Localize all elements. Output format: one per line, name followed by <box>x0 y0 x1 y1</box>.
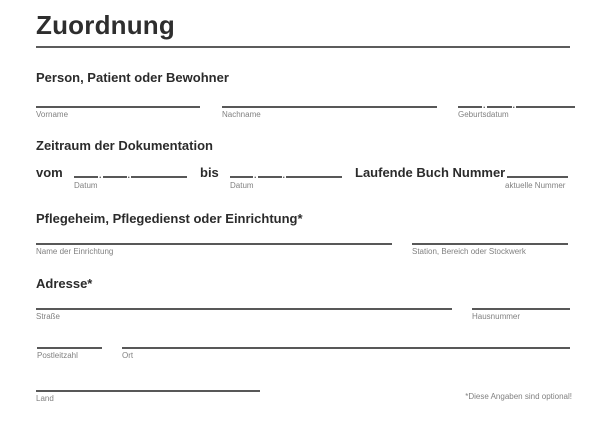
date-separator-dot: . <box>282 170 286 180</box>
nachname-label: Nachname <box>222 110 261 119</box>
optional-footnote: *Diese Angaben sind optional! <box>465 392 572 401</box>
bis-month-segment[interactable] <box>258 164 282 178</box>
section-heading-adresse: Adresse* <box>36 276 93 291</box>
section-heading-person: Person, Patient oder Bewohner <box>36 70 229 85</box>
section-heading-zeitraum: Zeitraum der Dokumentation <box>36 138 213 153</box>
geburtsdatum-day-segment[interactable] <box>458 94 482 108</box>
nachname-field-line[interactable] <box>222 106 437 108</box>
vom-day-segment[interactable] <box>74 164 98 178</box>
strasse-label: Straße <box>36 312 61 321</box>
hausnummer-label: Hausnummer <box>472 312 521 321</box>
postleitzahl-field-line[interactable] <box>37 347 102 349</box>
date-separator-dot: . <box>254 170 257 180</box>
vom-datum-label: Datum <box>74 181 98 190</box>
bis-datum-label: Datum <box>230 181 254 190</box>
station-label: Station, Bereich oder Stockwerk <box>412 247 526 256</box>
einrichtung-name-label: Name der Einrichtung <box>36 247 114 256</box>
strasse-field-line[interactable] <box>36 308 452 310</box>
vorname-field-line[interactable] <box>36 106 200 108</box>
einrichtung-name-field-line[interactable] <box>36 243 392 245</box>
date-separator-dot: . <box>512 100 516 110</box>
vom-label: vom <box>36 165 63 180</box>
bis-datum-field[interactable] <box>230 166 342 178</box>
bis-day-segment[interactable] <box>230 164 253 178</box>
aktuelle-nummer-field-line[interactable] <box>507 176 568 178</box>
bis-label: bis <box>200 165 219 180</box>
hausnummer-field-line[interactable] <box>472 308 570 310</box>
buchnummer-label: Laufende Buch Nummer <box>355 165 506 180</box>
section-heading-einrichtung: Pflegeheim, Pflegedienst oder Einrichtung* <box>36 211 303 226</box>
date-separator-dot: . <box>127 170 131 180</box>
geburtsdatum-field[interactable] <box>458 96 575 108</box>
geburtsdatum-month-segment[interactable] <box>487 94 512 108</box>
bis-year-segment[interactable] <box>286 164 342 178</box>
vom-year-segment[interactable] <box>131 164 187 178</box>
date-separator-dot: . <box>483 100 486 110</box>
geburtsdatum-year-segment[interactable] <box>516 94 575 108</box>
form-title: Zuordnung <box>36 10 175 40</box>
ort-label: Ort <box>122 351 134 360</box>
aktuelle-nummer-label: aktuelle Nummer <box>505 181 566 190</box>
station-field-line[interactable] <box>412 243 568 245</box>
vorname-label: Vorname <box>36 110 69 119</box>
date-separator-dot: . <box>99 170 102 180</box>
postleitzahl-label: Postleitzahl <box>37 351 78 360</box>
title-divider <box>36 46 570 48</box>
vom-datum-field[interactable] <box>74 166 187 178</box>
land-label: Land <box>36 394 54 403</box>
land-field-line[interactable] <box>36 390 260 392</box>
geburtsdatum-label: Geburtsdatum <box>458 110 509 119</box>
vom-month-segment[interactable] <box>103 164 127 178</box>
ort-field-line[interactable] <box>122 347 570 349</box>
